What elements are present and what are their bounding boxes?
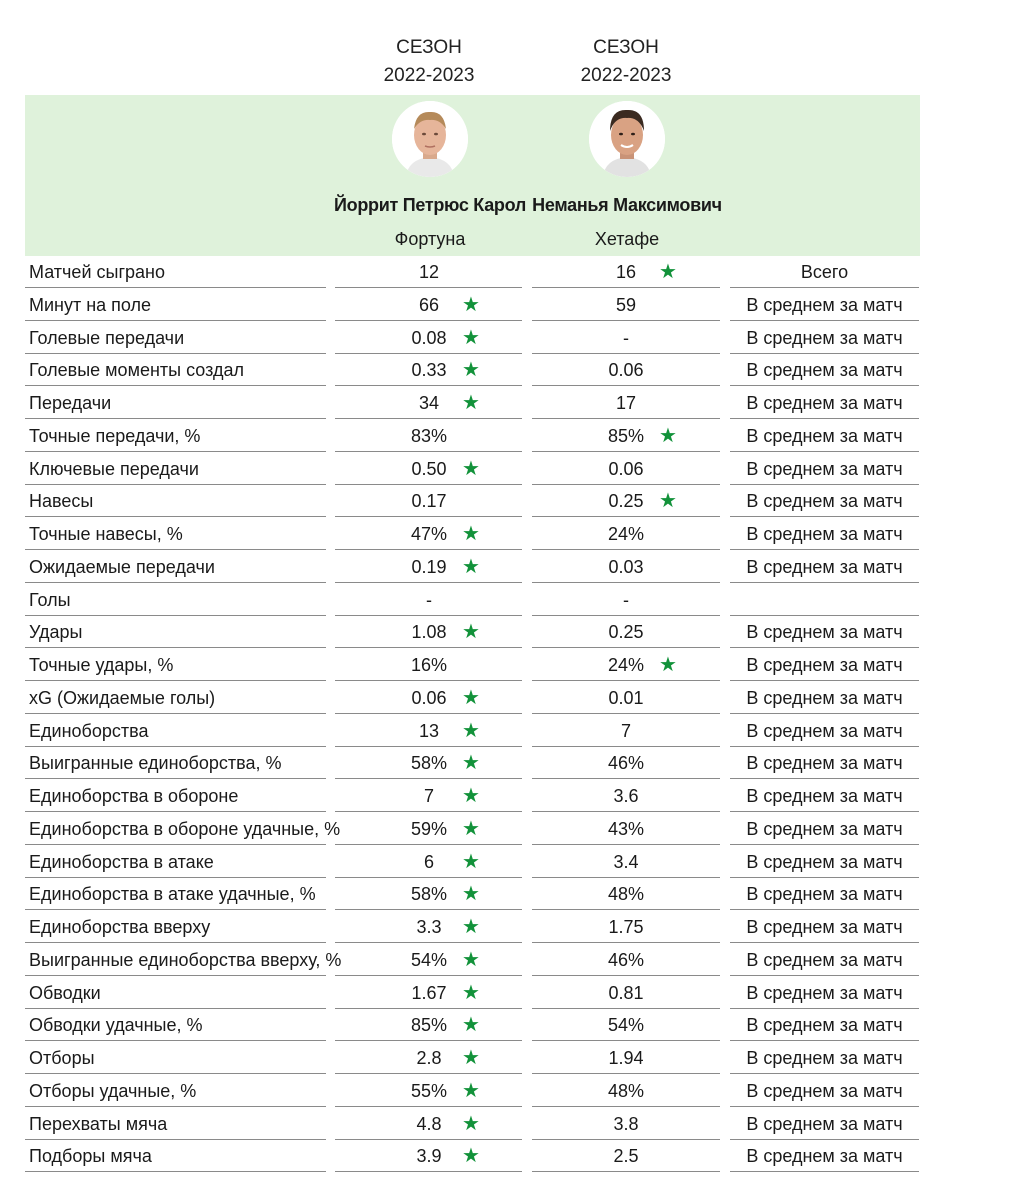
stat-label: Голевые моменты создал: [25, 355, 326, 386]
player-1-value-cell: [335, 1010, 522, 1041]
star-icon: ★: [462, 981, 480, 1004]
star-icon: ★: [462, 523, 480, 545]
stat-label: Выигранные единоборства, %: [25, 748, 326, 779]
stat-label: Отборы удачные, %: [25, 1076, 326, 1107]
stat-label: Единоборства в обороне: [25, 781, 326, 812]
player-club: Хетафе: [594, 229, 660, 249]
player-1-value: 3.9: [416, 1146, 442, 1167]
player-2-value-cell: [532, 847, 720, 878]
stat-note: В среднем за матч: [730, 388, 919, 419]
stat-label: Удары: [25, 617, 326, 648]
star-icon: ★: [462, 686, 480, 709]
player-1-value: 4.8: [416, 1113, 442, 1134]
player-1-value-cell: [335, 323, 522, 354]
table-row: [0, 1141, 1011, 1174]
player-2-value-cell: [532, 585, 720, 616]
table-row: [0, 257, 1011, 290]
player-1-value: 58%: [410, 753, 448, 774]
player-1-value-cell: [335, 1109, 522, 1140]
star-icon: ★: [462, 1079, 480, 1102]
player-1-value: 12: [418, 262, 440, 282]
star-icon: ★: [462, 817, 480, 840]
player-card-1: [330, 95, 530, 256]
stat-note: [730, 585, 919, 616]
table-row: [0, 912, 1011, 945]
player-1-value: 3.3: [416, 917, 442, 937]
star-icon: ★: [462, 850, 480, 873]
player-2-value-cell: [532, 486, 720, 517]
player-2-value: 24%: [607, 524, 645, 544]
star-icon: ★: [462, 785, 480, 807]
player-1-value-cell: [335, 1076, 522, 1107]
player-2-value: 17: [615, 393, 637, 413]
stat-label: Передачи: [25, 388, 326, 419]
stat-note: В среднем за матч: [730, 945, 919, 976]
player-2-value: 0.25: [608, 622, 644, 643]
player-2-value-cell: [532, 814, 720, 845]
player-2-value: 0.01: [608, 687, 644, 708]
table-row: [0, 355, 1011, 388]
player-2-value-cell: [532, 421, 720, 452]
player-2-value-cell: [532, 388, 720, 419]
player-1-value-cell: [335, 650, 522, 681]
player-1-value: 1.08: [411, 622, 447, 643]
stat-label: Обводки: [25, 978, 326, 1009]
player-1-value: 0.06: [411, 687, 447, 708]
star-icon: ★: [462, 1145, 480, 1168]
player-2-value: 59: [615, 294, 637, 315]
player-1-value-cell: [335, 716, 522, 747]
stat-note: В среднем за матч: [730, 978, 919, 1009]
stat-note: В среднем за матч: [730, 519, 919, 550]
player-2-value-cell: [532, 257, 720, 288]
player-2-value-cell: [532, 748, 720, 779]
stat-note: В среднем за матч: [730, 486, 919, 517]
stat-label: Выигранные единоборства вверху, %: [25, 945, 326, 976]
player-1-value-cell: [335, 552, 522, 583]
player-2-value-cell: [532, 781, 720, 812]
stat-note: В среднем за матч: [730, 290, 919, 321]
player-2-value-cell: [532, 1141, 720, 1172]
player-1-value: 2.8: [416, 1048, 442, 1068]
star-icon: ★: [462, 1047, 480, 1069]
player-2-value-cell: [532, 1043, 720, 1074]
star-icon: ★: [462, 555, 480, 578]
player-2-value: 16: [615, 262, 637, 282]
player-2-value: 48%: [607, 884, 645, 905]
star-icon: ★: [462, 1112, 480, 1135]
player-1-value-cell: [335, 355, 522, 386]
table-row: [0, 847, 1011, 880]
player-1-value-cell: [335, 814, 522, 845]
stat-label: Единоборства в атаке удачные, %: [25, 879, 326, 910]
star-icon: ★: [462, 948, 480, 971]
stat-label: Подборы мяча: [25, 1141, 326, 1172]
table-row: [0, 879, 1011, 912]
star-icon: ★: [462, 392, 480, 414]
player-club: Фортуна: [394, 229, 466, 249]
player-1-value: 0.19: [411, 556, 447, 577]
stat-label: Навесы: [25, 486, 326, 517]
stat-label: Точные удары, %: [25, 650, 326, 681]
table-row: [0, 1076, 1011, 1109]
player-1-value-cell: [335, 945, 522, 976]
stat-label: xG (Ожидаемые голы): [25, 683, 326, 714]
player-1-value: 47%: [410, 524, 448, 544]
player-1-value-cell: [335, 1043, 522, 1074]
stat-label: Голы: [25, 585, 326, 616]
stat-note: В среднем за матч: [730, 716, 919, 747]
star-icon: ★: [659, 261, 677, 283]
player-card-2: [527, 95, 727, 256]
player-1-value-cell: [335, 421, 522, 452]
player-2-value-cell: [532, 617, 720, 648]
stat-note: В среднем за матч: [730, 1043, 919, 1074]
stat-label: Перехваты мяча: [25, 1109, 326, 1140]
player-2-value-cell: [532, 454, 720, 485]
stat-label: Единоборства в атаке: [25, 847, 326, 878]
star-icon: ★: [462, 293, 480, 316]
player-1-value: -: [426, 589, 432, 610]
player-1-value-cell: [335, 519, 522, 550]
player-2-value-cell: [532, 1109, 720, 1140]
player-2-value: 0.06: [608, 360, 644, 381]
player-1-value-cell: [335, 912, 522, 943]
stat-label: Ключевые передачи: [25, 454, 326, 485]
star-icon: ★: [462, 359, 480, 382]
player-2-value-cell: [532, 552, 720, 583]
star-icon: ★: [462, 916, 480, 938]
stat-label: Матчей сыграно: [25, 257, 326, 288]
star-icon: ★: [462, 1014, 480, 1037]
player-1-value: 1.67: [411, 982, 447, 1003]
player-2-value: 1.75: [608, 917, 644, 937]
table-row: [0, 323, 1011, 356]
stat-label: Точные навесы, %: [25, 519, 326, 550]
player-1-value: 0.08: [411, 327, 447, 348]
player-2-value: 0.03: [608, 556, 644, 577]
table-row: [0, 1010, 1011, 1043]
player-2-value: -: [623, 327, 629, 348]
player-2-value-cell: [532, 650, 720, 681]
stat-note: В среднем за матч: [730, 683, 919, 714]
table-row: [0, 945, 1011, 978]
player-2-value-cell: [532, 879, 720, 910]
stat-label: Единоборства в обороне удачные, %: [25, 814, 326, 845]
stat-note: Всего: [730, 257, 919, 288]
stat-note: В среднем за матч: [730, 454, 919, 485]
season-label: СЕЗОН: [593, 37, 659, 58]
player-2-value: 46%: [607, 753, 645, 774]
season-label: СЕЗОН: [396, 37, 462, 58]
star-icon: ★: [659, 654, 677, 676]
star-icon: ★: [659, 490, 677, 513]
stat-note: В среднем за матч: [730, 1141, 919, 1172]
player-1-value-cell: [335, 290, 522, 321]
player-1-value: 0.17: [411, 491, 447, 512]
player-photo: [392, 101, 468, 177]
player-1-value: 0.33: [411, 360, 447, 381]
stat-note: В среднем за матч: [730, 1010, 919, 1041]
player-2-value: 7: [620, 720, 631, 741]
stat-label: Отборы: [25, 1043, 326, 1074]
stat-note: В среднем за матч: [730, 650, 919, 681]
player-2-value: 3.6: [613, 786, 639, 806]
player-1-value: 58%: [410, 884, 448, 905]
stat-note: В среднем за матч: [730, 355, 919, 386]
table-row: [0, 978, 1011, 1011]
player-2-value: 3.4: [613, 851, 639, 872]
player-1-value: 54%: [410, 949, 448, 970]
stat-label: Голевые передачи: [25, 323, 326, 354]
player-1-value-cell: [335, 454, 522, 485]
player-1-value: 7: [423, 786, 434, 806]
stat-note: В среднем за матч: [730, 748, 919, 779]
player-2-value-cell: [532, 1076, 720, 1107]
player-2-value-cell: [532, 945, 720, 976]
star-icon: ★: [462, 719, 480, 742]
table-row: [0, 683, 1011, 716]
player-2-value-cell: [532, 323, 720, 354]
table-row: [0, 552, 1011, 585]
player-2-value-cell: [532, 355, 720, 386]
player-2-value: 46%: [607, 949, 645, 970]
stat-label: Точные передачи, %: [25, 421, 326, 452]
player-1-value: 6: [423, 851, 434, 872]
player-name: Йоррит Петрюс Карол: [334, 195, 526, 215]
stat-label: Ожидаемые передачи: [25, 552, 326, 583]
table-row: [0, 486, 1011, 519]
table-row: [0, 716, 1011, 749]
stat-note: В среднем за матч: [730, 1109, 919, 1140]
player-2-value-cell: [532, 978, 720, 1009]
stat-note: В среднем за матч: [730, 617, 919, 648]
table-row: [0, 781, 1011, 814]
table-row: [0, 388, 1011, 421]
table-row: [0, 814, 1011, 847]
stat-label: Единоборства: [25, 716, 326, 747]
stat-note: В среднем за матч: [730, 552, 919, 583]
table-row: [0, 650, 1011, 683]
table-row: [0, 1043, 1011, 1076]
player-2-value-cell: [532, 912, 720, 943]
player-2-value: 0.81: [608, 982, 644, 1003]
stat-note: В среднем за матч: [730, 814, 919, 845]
player-1-value: 34: [418, 393, 440, 413]
player-1-value: 16%: [410, 655, 448, 675]
player-2-value-cell: [532, 1010, 720, 1041]
stat-label: Обводки удачные, %: [25, 1010, 326, 1041]
player-1-value-cell: [335, 781, 522, 812]
player-2-value: 3.8: [613, 1113, 639, 1134]
player-2-value: 48%: [607, 1080, 645, 1101]
season-years: 2022-2023: [580, 65, 672, 86]
season-years: 2022-2023: [383, 65, 475, 86]
player-2-value: 24%: [607, 655, 645, 675]
player-1-value: 0.50: [411, 458, 447, 479]
star-icon: ★: [659, 424, 677, 447]
player-1-value-cell: [335, 585, 522, 616]
player-2-value: 85%: [607, 425, 645, 446]
player-2-value: 1.94: [608, 1048, 644, 1068]
star-icon: ★: [462, 457, 480, 480]
stat-note: В среднем за матч: [730, 781, 919, 812]
player-photo: [589, 101, 665, 177]
player-1-value-cell: [335, 1141, 522, 1172]
stat-note: В среднем за матч: [730, 421, 919, 452]
stat-note: В среднем за матч: [730, 847, 919, 878]
player-1-value-cell: [335, 257, 522, 288]
table-row: [0, 585, 1011, 618]
table-row: [0, 617, 1011, 650]
player-1-value: 85%: [410, 1015, 448, 1036]
stat-label: Единоборства вверху: [25, 912, 326, 943]
table-row: [0, 454, 1011, 487]
player-2-value: 43%: [607, 818, 645, 839]
season-header-player-2: [536, 34, 716, 90]
player-1-value: 13: [418, 720, 440, 741]
player-1-value-cell: [335, 847, 522, 878]
player-name: Неманья Максимович: [532, 195, 722, 215]
table-row: [0, 748, 1011, 781]
player-1-value-cell: [335, 978, 522, 1009]
player-1-value-cell: [335, 748, 522, 779]
stat-note: В среднем за матч: [730, 1076, 919, 1107]
player-1-value: 83%: [410, 425, 448, 446]
player-2-value: 2.5: [613, 1146, 639, 1167]
player-2-value: 0.06: [608, 458, 644, 479]
table-row: [0, 1109, 1011, 1142]
player-2-value: 54%: [607, 1015, 645, 1036]
player-1-value-cell: [335, 879, 522, 910]
player-1-value-cell: [335, 388, 522, 419]
player-1-value: 66: [418, 294, 440, 315]
player-1-value: 55%: [410, 1080, 448, 1101]
player-2-value-cell: [532, 519, 720, 550]
stat-note: В среднем за матч: [730, 912, 919, 943]
players-header: [25, 95, 920, 256]
stat-note: В среднем за матч: [730, 879, 919, 910]
player-1-value-cell: [335, 617, 522, 648]
star-icon: ★: [462, 752, 480, 775]
player-1-value: 59%: [410, 818, 448, 839]
stat-note: В среднем за матч: [730, 323, 919, 354]
player-1-value-cell: [335, 486, 522, 517]
season-header-player-1: [339, 34, 519, 90]
player-2-value: -: [623, 589, 629, 610]
stats-table: [0, 257, 1011, 1174]
player-2-value-cell: [532, 683, 720, 714]
table-row: [0, 290, 1011, 323]
star-icon: ★: [462, 883, 480, 906]
stat-label: Минут на поле: [25, 290, 326, 321]
table-row: [0, 519, 1011, 552]
star-icon: ★: [462, 326, 480, 349]
player-1-value-cell: [335, 683, 522, 714]
player-2-value-cell: [532, 290, 720, 321]
table-row: [0, 421, 1011, 454]
player-2-value-cell: [532, 716, 720, 747]
player-2-value: 0.25: [608, 491, 644, 512]
star-icon: ★: [462, 621, 480, 644]
